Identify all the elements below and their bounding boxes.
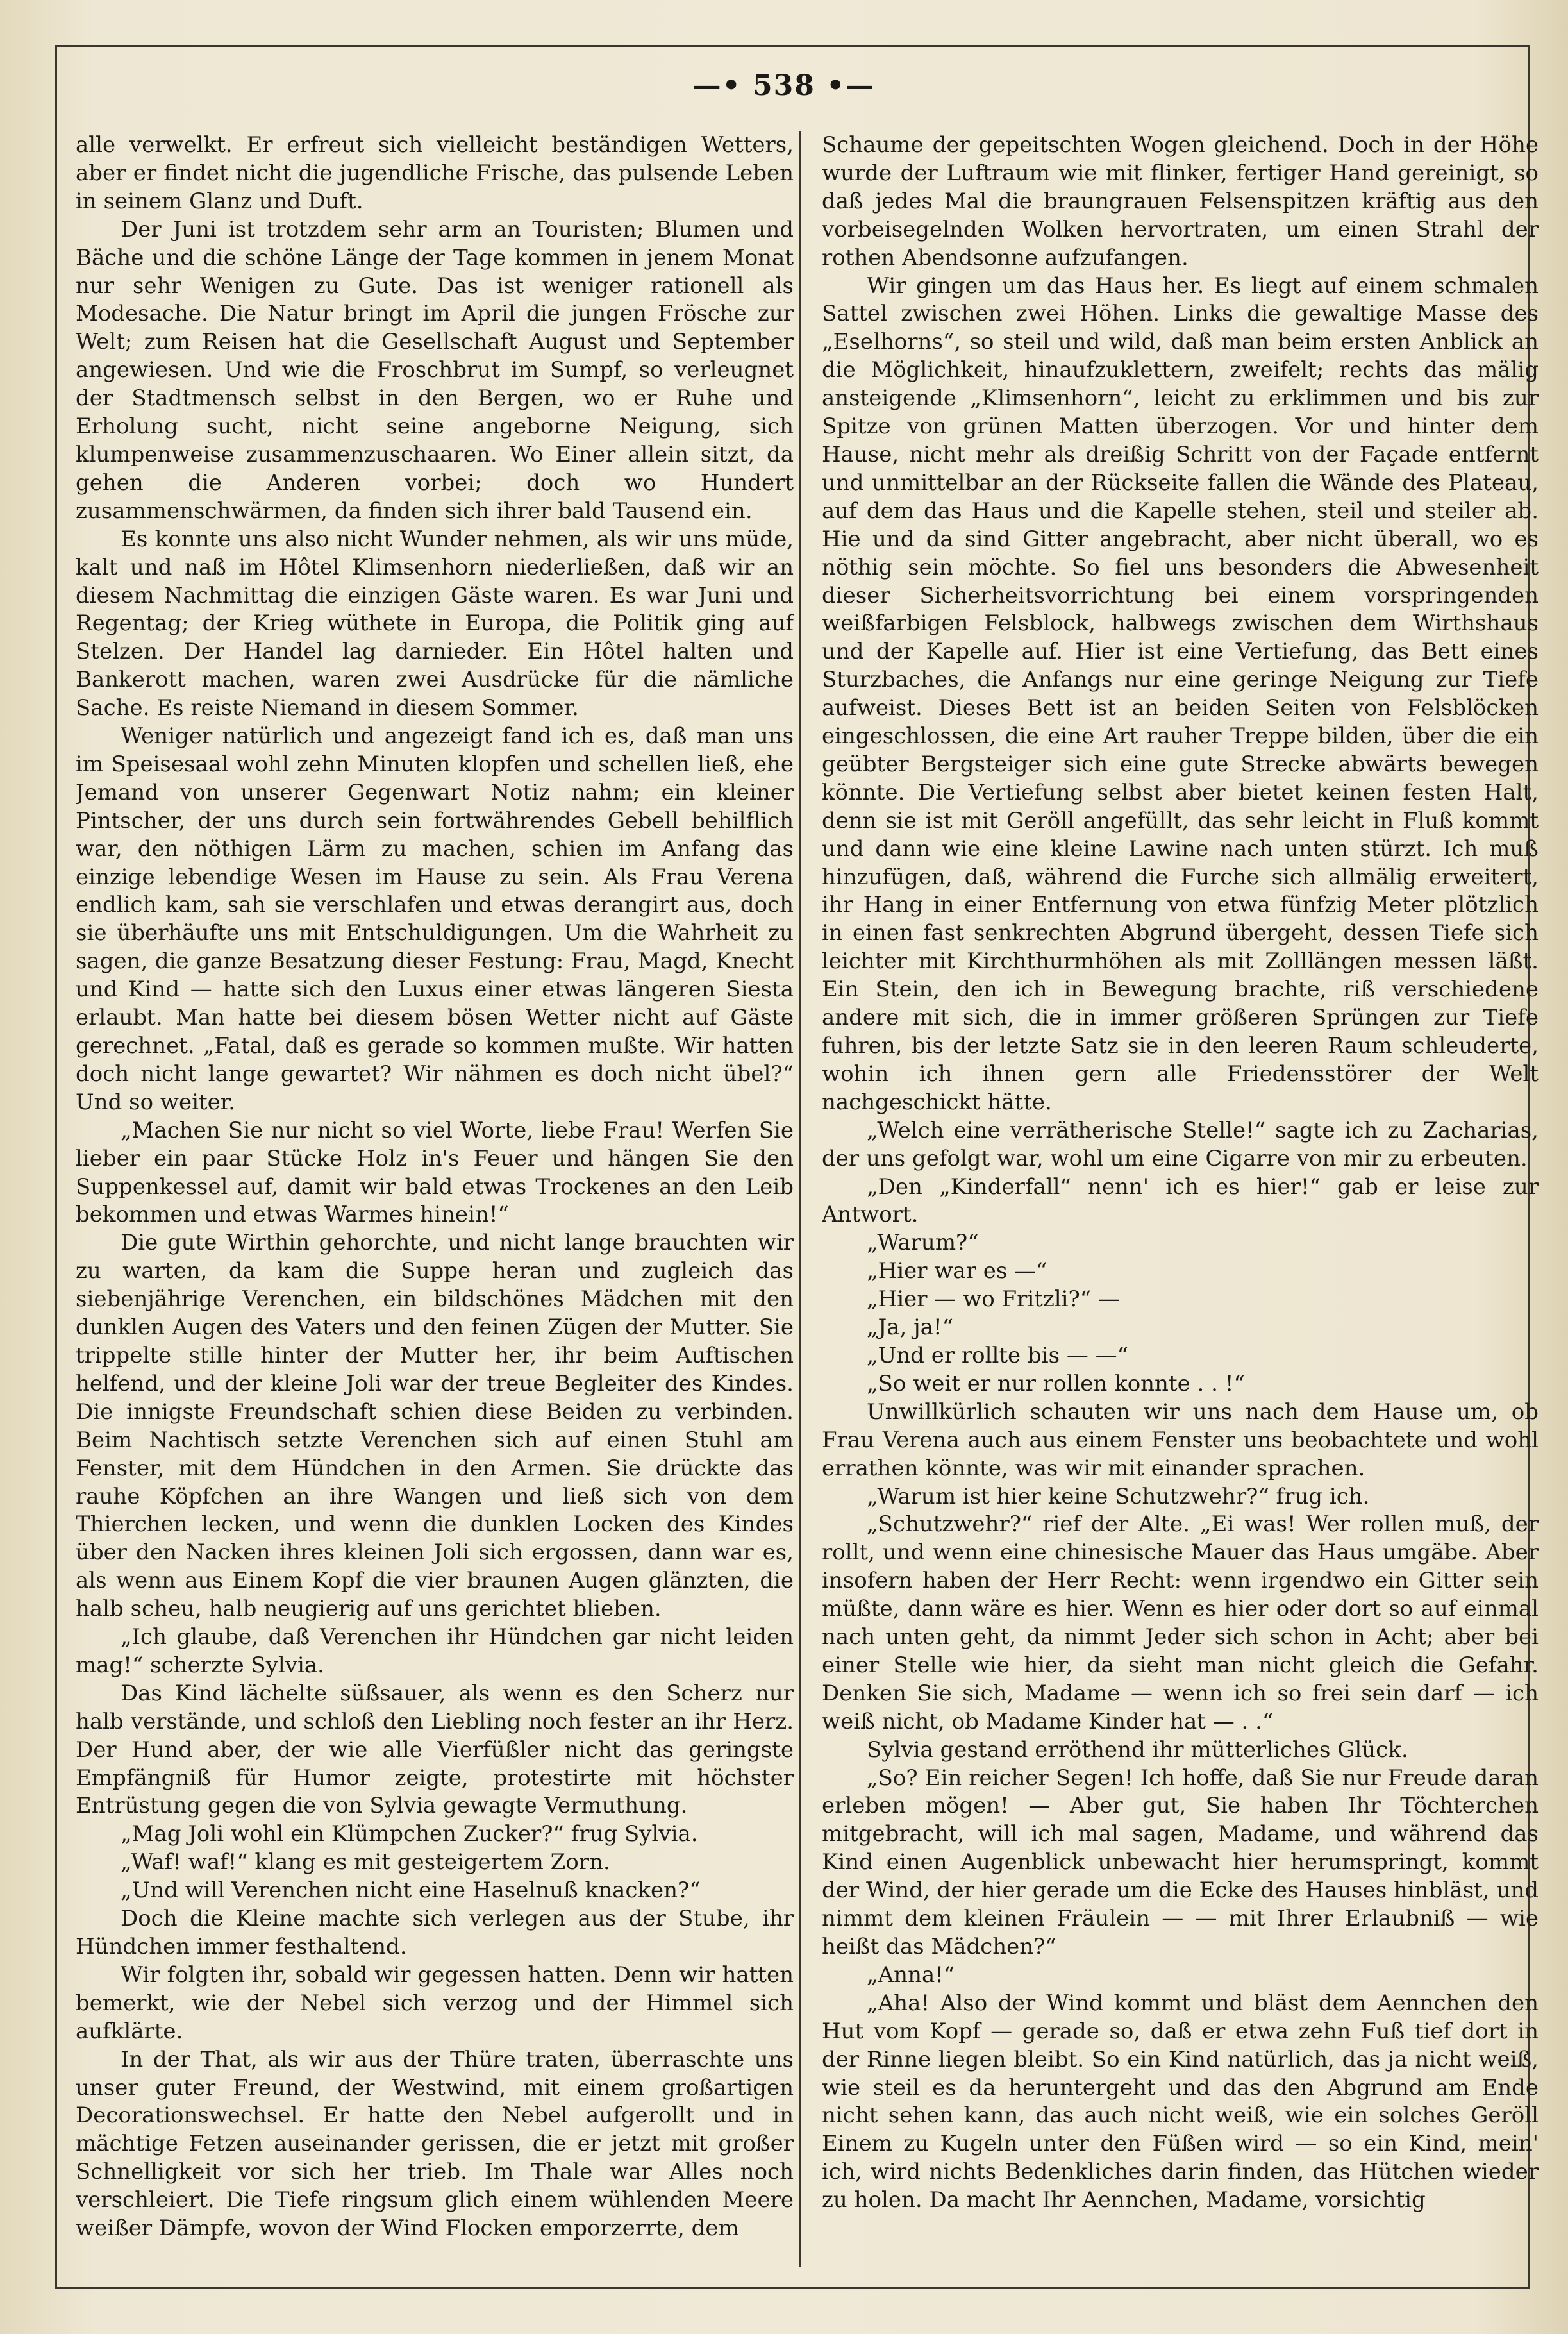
paragraph: Die gute Wirthin gehorchte, und nicht lange brauchten wir zu warten, da kam die Suppe heran und zugleich das siebenjährige Verenchen, ein bildschönes Mädchen mit den dunklen Augen des Vaters und den feinen Zügen der Mutter. Sie trippelte stille hinter der Mutter her, ihr beim Auftischen helfend, und der kleine Joli war der treue Begleiter des Kindes. Die innigste Freundschaft schien diese Beiden zu verbinden. Beim Nachtisch setzte Verenchen sich auf einen Stuhl am Fenster, mit dem Hündchen in den Armen. Sie drückte das rauhe Köpfchen an ihre Wangen und ließ sich von dem Thierchen lecken, und wenn die dunklen Locken des Kindes über den Nacken ihres kleinen Joli sich ergossen, dann war es, als wenn aus Einem Kopf die vier braunen Augen glänzten, die halb scheu, halb neugierig auf uns gerichtet blieben.	[76, 1230, 794, 1622]
paragraph: Sylvia gestand erröthend ihr mütterliches Glück.	[867, 1736, 1408, 1763]
paragraph: Wir folgten ihr, sobald wir gegessen hatten. Denn wir hatten bemerkt, wie der Nebel sich verzog und der Himmel sich aufklärte.	[76, 1961, 794, 2044]
paragraph: Doch die Kleine machte sich verlegen aus der Stube, ihr Hündchen immer festhaltend.	[76, 1906, 794, 1960]
paragraph: „So weit er nur rollen konnte . . !“	[867, 1370, 1245, 1397]
paragraph: Wir gingen um das Haus her. Es liegt auf einem schmalen Sattel zwischen zwei Höhen. Links die gewaltige Masse des „Eselhorns“, so steil und wild, daß man beim ersten Anblick an die Möglichkeit, hinaufzuklettern, zweifelt; rechts das mälig ansteigende „Klimsenhorn“, leicht zu erklimmen und bis zur Spitze von grünen Matten überzogen. Vor und hinter dem Hause, nicht mehr als dreißig Schritt von der Façade entfernt und unmittelbar an der Rückseite fallen die Wände des Plateau, auf dem das Haus und die Kapelle stehen, steil und steiler ab. Hie und da sind Gitter angebracht, aber nicht überall, wo es nöthig sein möchte. So fiel uns besonders die Abwesenheit dieser Sicherheitsvorrichtung bei einem vorspringenden weißfarbigen Felsblock, halbwegs zwischen dem Wirthshaus und der Kapelle auf. Hier ist eine Vertiefung, das Bett eines Sturzbaches, die Anfangs nur eine geringe Neigung zur Tiefe aufweist. Dieses Bett ist an beiden Seiten von Felsblöcken eingeschlossen, die eine Art rauher Treppe bilden, über die ein geübter Bergsteiger sich eine gute Strecke abwärts bewegen könnte. Die Vertiefung selbst aber bietet keinen festen Halt, denn sie ist mit Geröll angefüllt, das sehr leicht in Fluß kommt und dann wie eine kleine Lawine nach unten stürzt. Ich muß hinzufügen, daß, während die Furche sich allmälig erweitert, ihr Hang in einer Entfernung von etwa fünfzig Meter plötzlich in einen fast senkrechten Abgrund übergeht, dessen Tiefe sich leichter mit Kirchthurmhöhen als mit Zolllängen messen läßt. Ein Stein, den ich in Bewegung brachte, riß verschiedene andere mit sich, die in immer größeren Sprüngen zur Tiefe fuhren, bis der letzte Satz sie in den leeren Raum schleuderte, wohin ich ihnen gern alle Friedensstörer der Welt nachgeschickt hätte.	[822, 273, 1539, 1115]
paragraph: „Ich glaube, daß Verenchen ihr Hündchen gar nicht leiden mag!“ scherzte Sylvia.	[76, 1624, 794, 1678]
paragraph: „Warum ist hier keine Schutzwehr?“ frug ich.	[867, 1483, 1370, 1509]
paragraph: „Machen Sie nur nicht so viel Worte, liebe Frau! Werfen Sie lieber ein paar Stücke Holz in's Feuer und hängen Sie den Suppenkessel auf, damit wir bald etwas Trockenes an den Leib bekommen und etwas Warmes hinein!“	[76, 1117, 794, 1228]
paragraph: alle verwelkt. Er erfreut sich vielleicht beständigen Wetters, aber er findet nicht die jugendliche Frische, das pulsende Leben in seinem Glanz und Duft.	[76, 132, 794, 214]
paragraph: „Den „Kinderfall“ nenn' ich es hier!“ gab er leise zur Antwort.	[822, 1173, 1539, 1228]
paragraph: „Mag Joli wohl ein Klümpchen Zucker?“ frug Sylvia.	[121, 1821, 698, 1847]
paragraph: Der Juni ist trotzdem sehr arm an Touristen; Blumen und Bäche und die schöne Länge der Tage kommen in jenem Monat nur sehr Wenigen zu Gute. Das ist weniger rationell als Modesache. Die Natur bringt im April die jungen Frösche zur Welt; zum Reisen hat die Gesellschaft August und September angewiesen. Und wie die Froschbrut im Sumpf, so verleugnet der Stadtmensch selbst in den Bergen, wo er Ruhe und Erholung sucht, nicht seine angeborne Neigung, sich klumpenweise zusammenzuschaaren. Wo Einer allein sitzt, da gehen die Anderen vorbei; doch wo Hundert zusammenschwärmen, da finden sich ihrer bald Tausend ein.	[76, 216, 794, 524]
paragraph: Weniger natürlich und angezeigt fand ich es, daß man uns im Speisesaal wohl zehn Minuten klopfen und schellen ließ, ehe Jemand von unserer Gegenwart Notiz nahm; ein kleiner Pintscher, der uns durch sein fortwährendes Gebell behilflich war, den nöthigen Lärm zu machen, schien im Anfang das einzige lebendige Wesen im Hause zu sein. Als Frau Verena endlich kam, sah sie verschlafen und etwas derangirt aus, doch sie überhäufte uns mit Entschuldigungen. Um die Wahrheit zu sagen, die ganze Besatzung dieser Festung: Frau, Magd, Knecht und Kind — hatte sich den Luxus einer etwas längeren Siesta erlaubt. Man hatte bei diesem bösen Wetter nicht auf Gäste gerechnet. „Fatal, daß es gerade so kommen mußte. Wir hatten doch nicht lange gewartet? Wir nähmen es doch nicht übel?“ Und so weiter.	[76, 723, 794, 1115]
paragraph: In der That, als wir aus der Thüre traten, überraschte uns unser guter Freund, der Westwind, mit einem großartigen Decorationswechsel. Er hatte den Nebel aufgerollt und in mächtige Fetzen auseinander gerissen, die er jetzt mit großer Schnelligkeit vor sich her trieb. Im Thale war Alles noch verschleiert. Die Tiefe ringsum glich einem wühlenden Meere weißer Dämpfe, wovon der Wind Flocken emporzerrte, dem	[76, 2046, 794, 2242]
paragraph: „Aha! Also der Wind kommt und bläst dem Aennchen den Hut vom Kopf — gerade so, daß er etwa zehn Fuß tief dort in der Rinne liegen bleibt. So ein Kind natürlich, das ja nicht weiß, wie steil es da heruntergeht und das den Abgrund am Ende nicht sehen kann, das auch nicht weiß, wie ein solches Geröll Einem zu Kugeln unter den Füßen wird — so ein Kind, mein' ich, wird nichts Bedenkliches darin finden, das Hütchen wieder zu holen. Da macht Ihr Aennchen, Madame, vorsichtig	[822, 1990, 1539, 2213]
paragraph: „Waf! waf!“ klang es mit gesteigertem Zorn.	[121, 1849, 610, 1876]
page-number-value: 538	[753, 69, 815, 102]
paragraph: Schaume der gepeitschten Wogen gleichend. Doch in der Höhe wurde der Luftraum wie mit flinker, fertiger Hand gereinigt, so daß jedes Mal die braungrauen Felsenspitzen kräftig aus den vorbeisegelnden Wolken hervortraten, um einen Strahl der rothen Abendsonne aufzufangen.	[822, 132, 1539, 271]
column-divider	[799, 131, 801, 2267]
paragraph: „Warum?“	[867, 1230, 979, 1256]
page-number-right-arrow: •—	[826, 69, 876, 102]
page-number-left-arrow: —•	[692, 69, 742, 102]
paragraph: „Hier war es —“	[867, 1258, 1047, 1284]
paragraph: „Und er rollte bis — —“	[867, 1342, 1129, 1368]
paragraph: „Ja, ja!“	[867, 1314, 953, 1341]
paragraph: „Schutzwehr?“ rief der Alte. „Ei was! Wer rollen muß, der rollt, und wenn eine chinesische Mauer das Haus umgäbe. Aber insofern haben der Herr Recht: wenn irgendwo ein Gitter sein müßte, dann wäre es hier. Wenn es hier oder dort so auf einmal nach unten geht, da nimmt Jeder sich schon in Acht; aber bei einer Stelle wie hier, da sieht man nicht gleich die Gefahr. Denken Sie sich, Madame — wenn ich so frei sein darf — ich weiß nicht, ob Madame Kinder hat — . .“	[822, 1511, 1539, 1734]
paragraph: „Welch eine verrätherische Stelle!“ sagte ich zu Zacharias, der uns gefolgt war, wohl um eine Cigarre von mir zu erbeuten.	[822, 1117, 1539, 1171]
paragraph: Das Kind lächelte süßsauer, als wenn es den Scherz nur halb verstände, und schloß den Liebling noch fester an ihr Herz. Der Hund aber, der wie alle Vierfüßler nicht das geringste Empfängniß für Humor zeigte, protestirte mit höchster Entrüstung gegen die von Sylvia gewagte Vermuthung.	[76, 1680, 794, 1819]
page-number	[0, 69, 1568, 102]
right-column	[822, 131, 1539, 2273]
paragraph: „Und will Verenchen nicht eine Haselnuß knacken?“	[121, 1877, 701, 1904]
paragraph: „So? Ein reicher Segen! Ich hoffe, daß Sie nur Freude daran erleben mögen! — Aber gut, Sie haben Ihr Töchterchen mitgebracht, will ich mal sagen, Madame, und während das Kind einen Augenblick unbewacht hier herumspringt, kommt der Wind, der hier gerade um die Ecke des Hauses hinbläst, und nimmt dem kleinen Fräulein — — mit Ihrer Erlaubniß — wie heißt das Mädchen?“	[822, 1765, 1539, 1960]
paragraph: Es konnte uns also nicht Wunder nehmen, als wir uns müde, kalt und naß im Hôtel Klimsenhorn niederließen, daß wir an diesem Nachmittag die einzigen Gäste waren. Es war Juni und Regentag; der Krieg wüthete in Europa, die Politik ging auf Stelzen. Der Handel lag darnieder. Ein Hôtel halten und Bankerott machen, waren zwei Ausdrücke für die nämliche Sache. Es reiste Niemand in diesem Sommer.	[76, 526, 794, 721]
paragraph: Unwillkürlich schauten wir uns nach dem Hause um, ob Frau Verena auch aus einem Fenster uns beobachtete und wohl errathen könnte, was wir mit einander sprachen.	[822, 1398, 1539, 1481]
paragraph: „Anna!“	[867, 1961, 955, 1988]
paragraph: „Hier — wo Fritzli?“ —	[867, 1286, 1120, 1313]
left-column	[76, 131, 794, 2273]
